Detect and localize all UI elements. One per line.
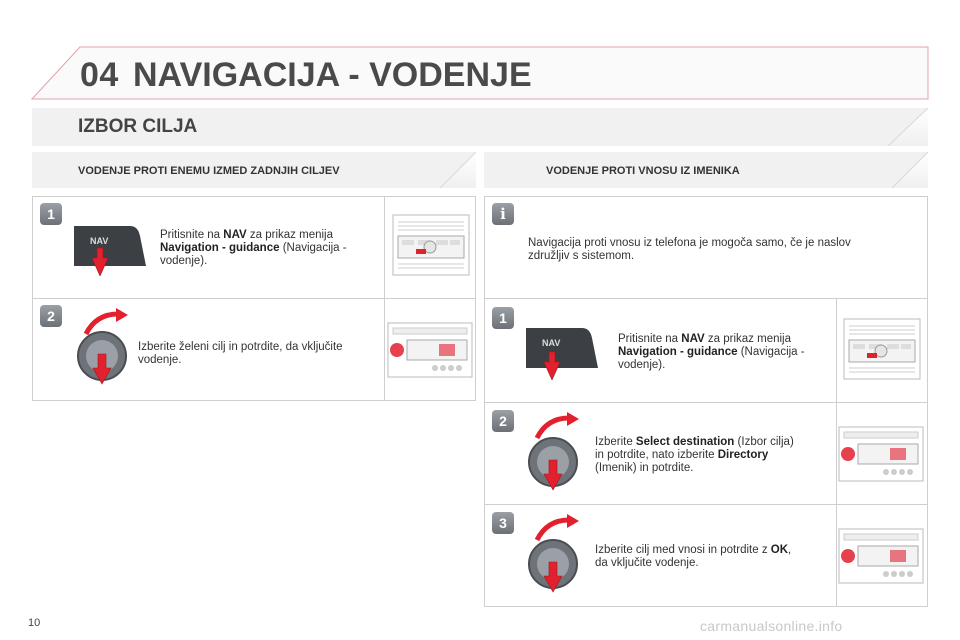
right-step-2-badge: 2: [492, 410, 514, 432]
radio-console-knob-icon: [387, 322, 473, 378]
info-text: Navigacija proti vnosu iz telefona je mogoča samo, če je naslov združljiv s sistemom.: [528, 237, 851, 262]
right-step-3-text: Izberite cilj med vnosi in potrdite z OK, da vključite vodenje.: [595, 544, 792, 569]
right-rotary-knob-icon-2: [527, 412, 593, 492]
right-step-3-badge: 3: [492, 512, 514, 534]
right-nav-key-label: NAV: [542, 338, 561, 348]
right-column-heading: VODENJE PROTI VNOSU IZ IMENIKA: [546, 165, 740, 177]
chapter-title: NAVIGACIJA - VODENJE: [133, 56, 532, 94]
nav-key-label: NAV: [90, 236, 109, 246]
watermark: carmanualsonline.info: [700, 618, 843, 634]
right-nav-key-icon: [524, 324, 604, 380]
left-step-1-text: Pritisnite na NAV za prikaz menija Navigation - guidance (Navigacija - vodenje).: [160, 229, 347, 267]
right-step-1-badge: 1: [492, 307, 514, 329]
right-radio-console-nav-icon: [843, 318, 921, 380]
left-column-heading: VODENJE PROTI ENEMU IZMED ZADNJIH CILJEV: [78, 165, 340, 177]
chapter-number: 04: [80, 56, 119, 94]
right-rotary-knob-icon-3: [527, 514, 593, 594]
page-number: 10: [28, 617, 41, 629]
right-radio-console-knob-icon-3: [838, 528, 924, 584]
right-step-2-text: Izberite Select destination (Izbor cilja) in potrdite, nato izberite Directory (Imenik) in potrdite.: [595, 436, 794, 474]
left-step-2-text: Izberite želeni cilj in potrdite, da vključite vodenje.: [138, 341, 343, 366]
radio-console-nav-icon: [392, 214, 470, 276]
info-icon: i: [492, 203, 514, 225]
right-divider-1: [484, 298, 928, 299]
step-1-badge: 1: [40, 203, 62, 225]
left-image-divider: [384, 196, 385, 401]
left-divider: [32, 298, 476, 299]
right-divider-2: [484, 402, 928, 403]
nav-key-icon: [72, 222, 152, 276]
section-title: IZBOR CILJA: [78, 116, 198, 137]
right-radio-console-knob-icon-2: [838, 426, 924, 482]
right-step-1-text: Pritisnite na NAV za prikaz menija Navigation - guidance (Navigacija - vodenje).: [618, 333, 805, 371]
step-2-badge: 2: [40, 305, 62, 327]
right-divider-3: [484, 504, 928, 505]
right-image-divider: [836, 298, 837, 607]
rotary-knob-icon: [76, 308, 142, 386]
